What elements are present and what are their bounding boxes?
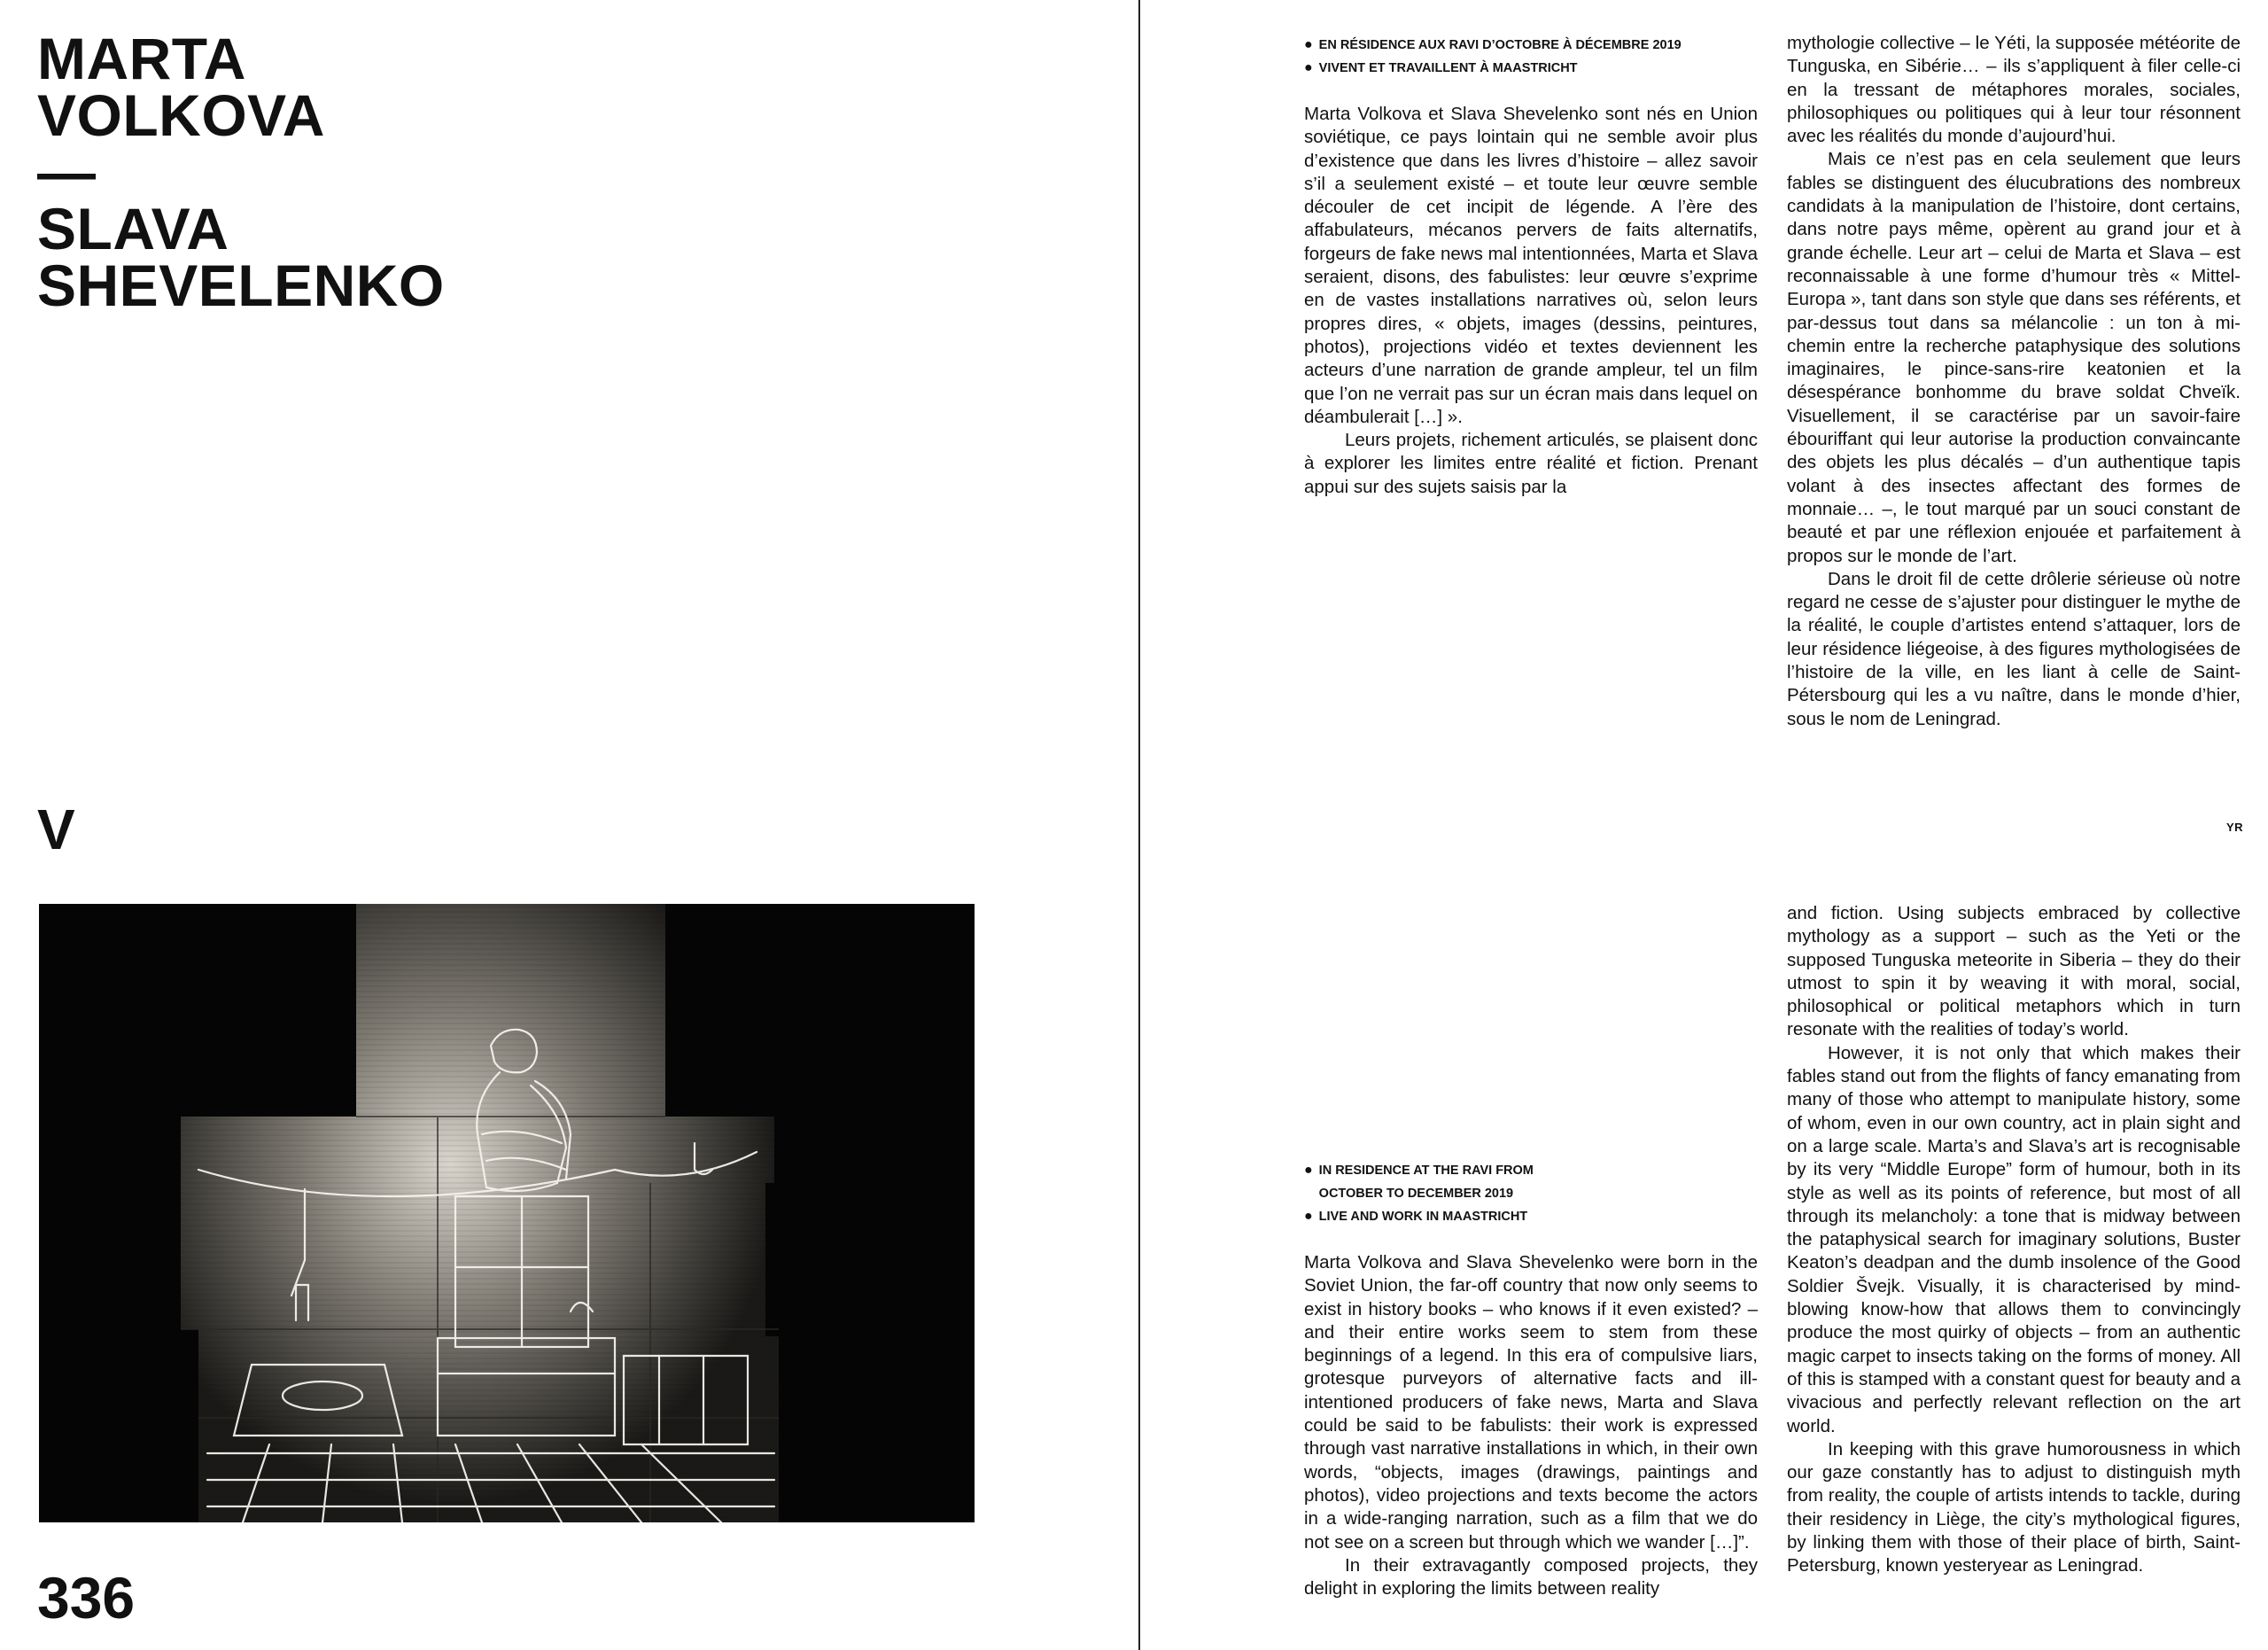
paragraph: and fiction. Using subjects embraced by collective mythology as a support – such as the Yeti or the supposed Tunguska meteorite in Siberia – they do their utmost to spin it by weaving it with moral, social, philosophical or political metaphors which in turn resonate with the realities of today’s world. bbox=[1787, 903, 2241, 1040]
name-separator: — bbox=[37, 139, 97, 205]
paragraph: Leurs projets, richement articulés, se plaisent donc à explorer les limites entre réalité et fiction. Prenant appui sur des sujets saisis par la bbox=[1304, 430, 1758, 497]
paragraph: Dans le droit fil de cette drôlerie sérieuse où notre regard ne cesse de s’ajuster pour distinguer le mythe de la réalité, le couple d’artistes entend s’attaquer, lors de leur résidence liégeoise, à des figures mythologisées de l’histoire de la ville, en les liant à celle de Saint-Pétersbourg qui les a vu naître, dans le monde d’hier, sous le nom de Leningrad. bbox=[1787, 568, 2241, 729]
paragraph: Marta Volkova and Slava Shevelenko were born in the Soviet Union, the far-off country that now only seems to exist in history books – who knows if it even existed? – and their entire works seem to stem from these beginnings of a legend. In this era of compulsive liars, grotesque purveyors of alternative facts and ill-intentioned producers of fake news, Marta and Slava could be said to be fabulists: their work is expressed through vast narrative installations in which, in their own words, “objects, images (drawings, paintings and photos), video projections and texts become the actors in a wide-ranging narration, such as a film that we do not see on a screen but through which we wander […]”. bbox=[1304, 1252, 1758, 1553]
bullet-icon: ● bbox=[1304, 37, 1313, 52]
book-gutter bbox=[1138, 0, 1140, 1650]
en-meta-line: ● IN RESIDENCE AT THE RAVI FROM OCTOBER TO DECEMBER 2019 bbox=[1304, 1159, 1596, 1205]
paragraph: mythologie collective – le Yéti, la supposée météorite de Tunguska, en Sibérie… – ils s’appliquent à filer celle-ci en la tressant de métaphores morales, sociales, philosophiques ou politiques qui à leur tour résonnent avec les réalités du monde d’aujourd’hui. bbox=[1787, 33, 2241, 147]
en-column-1 bbox=[1304, 1251, 1758, 1600]
paragraph: In their extravagantly composed projects, they delight in exploring the limits between reality bbox=[1304, 1554, 1758, 1599]
paragraph: Marta Volkova et Slava Shevelenko sont nés en Union soviétique, ce pays lointain qui ne semble avoir plus d’existence que dans les livres d’histoire – allez savoir s’il a seulement existé – et toute leur œuvre semble découler de cet incipit de légende. A l’ère des affabulateurs, mécanos pervers de faits alternatifs, forgeurs de fake news mal intentionnées, Marta et Slava seraient, disons, des fabulistes: leur œuvre s’exprime en de vastes installations narratives où, selon leurs propres dires, « objets, images (dessins, peintures, photos), projections vidéo et textes deviennent les acteurs d’une narration de grande ampleur, tel un film que l’on ne verrait pas sur un écran mais dans lequel on déambulerait […] ». bbox=[1304, 104, 1758, 427]
fr-column-1 bbox=[1304, 103, 1758, 499]
en-meta-line: ● LIVE AND WORK IN MAASTRICHT bbox=[1304, 1205, 1596, 1228]
artist-name-line: SLAVA bbox=[37, 196, 229, 261]
page-number: 336 bbox=[37, 1565, 136, 1631]
author-initials: YR bbox=[2226, 821, 2244, 834]
paragraph: Mais ce n’est pas en cela seulement que leurs fables se distinguent des élucubrations des nombreux candidats à la manipulation de l’histoire, dont certains, dans notre pays même, opèrent au grand jour et à grande échelle. Leur art – celui de Marta et Slava – est reconnaissable à une forme d’humour très « Mittel-Europa », tant dans son style que dans ses référents, et par-dessus tout dans sa mélancolie : un ton à mi-chemin entre la recherche pataphysique des solutions imaginaires, le pince-sans-rire keatonien et la désespérance bonhomme du brave soldat Chveïk. Visuellement, il se caractérise par un savoir-faire ébouriffant qui leur autorise la production convaincante des objets les plus décalés – d’un authentique tapis volant à des insectes affectant des formes de monnaie… –, le tout marqué par un souci constant de beauté et par une réflexion enjouée et parfaitement à propos sur le monde de l’art. bbox=[1787, 149, 2241, 566]
en-column-2 bbox=[1787, 902, 2241, 1578]
artist-name-line: MARTA bbox=[37, 26, 246, 91]
fr-meta-line: ● VIVENT ET TRAVAILLENT À MAASTRICHT bbox=[1304, 57, 1765, 80]
artist-names bbox=[37, 26, 445, 318]
fr-column-2 bbox=[1787, 32, 2241, 731]
paragraph: In keeping with this grave humorousness in which our gaze constantly has to adjust to distinguish myth from reality, the couple of artists intends to tackle, during their residency in Liège, the city’s mythological figures, by linking them with those of their place of birth, Saint-Petersburg, known yesteryear as Leningrad. bbox=[1787, 1438, 2241, 1576]
bullet-icon: ● bbox=[1304, 60, 1313, 75]
installation-photo bbox=[39, 904, 975, 1522]
artist-name-line: SHEVELENKO bbox=[37, 253, 445, 318]
paragraph: However, it is not only that which makes their fables stand out from the flights of fancy emanating from many of those who attempt to manipulate history, some of whom, even in our own country, act in plain sight and on a large scale. Marta’s and Slava’s art is recognisable by its very “Middle Europe” form of humour, both in its style as well as its points of reference, but most of all through its melancholy: a tone that is midway between the pataphysical search for imaginary solutions, Buster Keaton’s deadpan and the dumb insolence of the Good Soldier Švejk. Visually, it is characterised by mind-blowing know-how that allows them to convincingly produce the most quirky of objects – from an authentic magic carpet to insects taking on the forms of money. All of this is stamped with a constant quest for beauty and a vivacious and perfectly relevant reflection on the art world. bbox=[1787, 1042, 2241, 1436]
chapter-letter: V bbox=[37, 798, 75, 861]
installation-photo-drawing bbox=[39, 904, 975, 1522]
artist-name-line: VOLKOVA bbox=[37, 82, 325, 148]
bullet-icon: ● bbox=[1304, 1163, 1313, 1178]
bullet-icon: ● bbox=[1304, 1209, 1313, 1224]
en-meta bbox=[1304, 1159, 1596, 1228]
fr-meta-line: ● EN RÉSIDENCE AUX RAVI D’OCTOBRE À DÉCEMBRE 2019 bbox=[1304, 34, 1765, 57]
fr-meta bbox=[1304, 34, 1765, 80]
